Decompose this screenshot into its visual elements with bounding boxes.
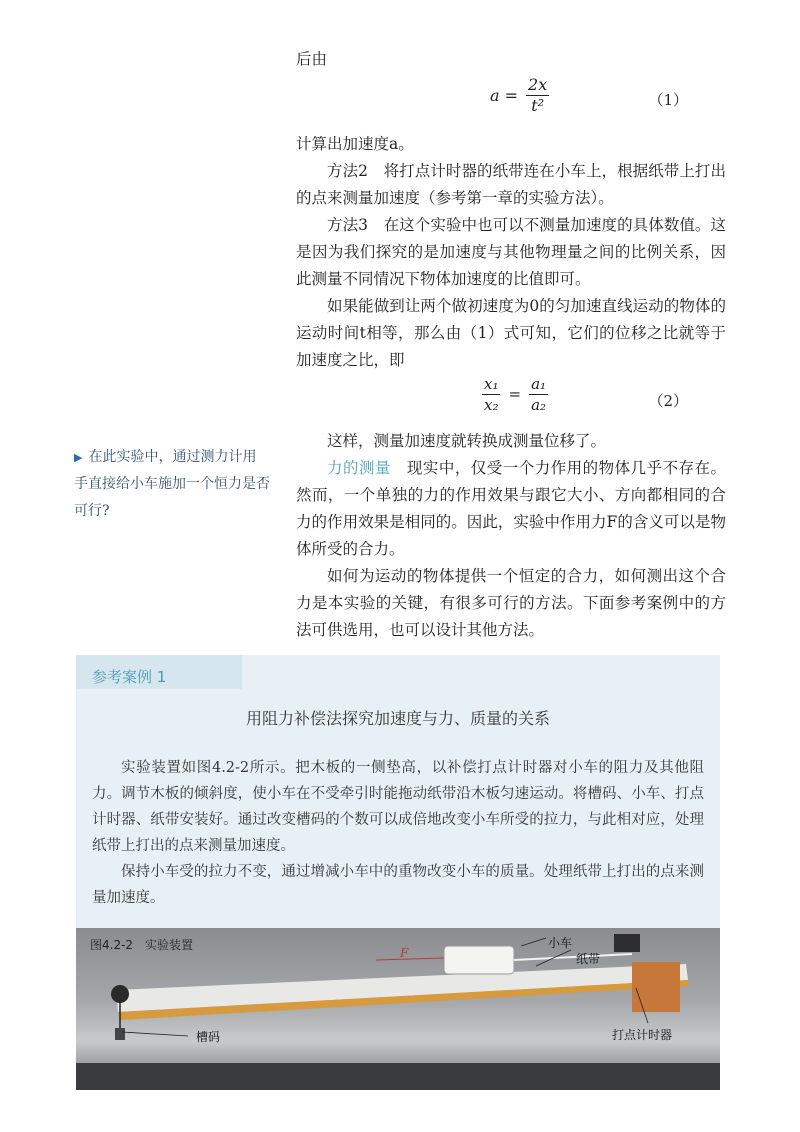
table-edge — [76, 1063, 720, 1090]
leader-weight — [122, 1032, 188, 1036]
force-term: 力的测量 — [327, 459, 391, 477]
eq2-equals: = — [508, 385, 522, 403]
equation-2 — [296, 374, 726, 428]
case-para-2: 保持小车受的拉力不变，通过增减小车中的重物改变小车的质量。处理纸带上打出的点来测量加速度。 — [92, 864, 704, 906]
case-title: 用阻力补偿法探究加速度与力、质量的关系 — [245, 709, 550, 728]
eq1-denominator: t² — [531, 96, 545, 115]
equation-1-body — [490, 75, 549, 116]
weight-shape — [115, 1028, 125, 1040]
text-how-para: 如何为运动的物体提供一个恒定的合力，如何测出这个合力是本实验的关键，有很多可行的方法。下面参考案例中的方法可供选用，也可以设计其他方法。 — [296, 567, 726, 639]
side-note-text: 在此实验中，通过测力计用手直接给小车施加一个恒力是否可行? — [74, 449, 270, 519]
eq2-a-denominator: a₂ — [531, 396, 547, 414]
case-body — [92, 755, 704, 911]
label-car: 小车 — [548, 936, 573, 950]
eq1-fraction — [526, 75, 549, 116]
text-method3: 方法3 在这个实验中也可以不测量加速度的具体数值。这是因为我们探究的是加速度与其他物理量之间的比例关系，因此测量不同情况下物体加速度的比值即可。 — [296, 216, 726, 288]
eq2-a-numerator: a₁ — [531, 375, 547, 393]
eq2-x-fraction — [482, 374, 500, 415]
eq1-lhs: a = — [490, 86, 519, 105]
eq2-x-denominator: x₂ — [484, 396, 499, 414]
cart-shape — [444, 946, 514, 974]
text-convert: 这样，测量加速度就转换成测量位移了。 — [327, 432, 607, 450]
figure-caption: 图4.2-2 实验装置 — [90, 938, 194, 952]
force-line — [376, 958, 444, 960]
eq2-number: （2） — [648, 392, 688, 410]
eq1-numerator: 2x — [528, 75, 548, 94]
eq2-a-fraction — [529, 374, 548, 415]
text-calc-a: 计算出加速度a。 — [296, 135, 414, 153]
side-note — [74, 444, 270, 525]
text-if-para: 如果能做到让两个做初速度为0的匀加速直线运动的物体的运动时间t相等，那么由（1）式可知，它们的位移之比就等于加速度之比，即 — [296, 297, 726, 369]
label-tape: 纸带 — [576, 952, 601, 966]
case-para-1: 实验装置如图4.2-2所示。把木板的一侧垫高，以补偿打点计时器对小车的阻力及其他阻力。调节木板的倾斜度，使小车在不受牵引时能拖动纸带沿木板匀速运动。将槽码、小车、打点计时器、纸带安装好。通过改变槽码的个数可以成倍地改变小车所受的拉力，与此相对应，处理纸带上打出的点来测量加速度。 — [92, 760, 704, 854]
equation-1 — [296, 73, 726, 131]
eq1-number: （1） — [648, 91, 688, 109]
text-force-para — [296, 455, 726, 563]
triangle-marker-icon: ▶ — [74, 451, 83, 464]
case-label: 参考案例 1 — [92, 668, 167, 686]
leader-car — [521, 938, 546, 946]
main-text-column — [296, 46, 726, 644]
label-timer: 打点计时器 — [612, 1028, 673, 1042]
text-method2: 方法2 将打点计时器的纸带连在小车上，根据纸带上打出的点来测量加速度（参考第一章的实验方法）。 — [296, 162, 726, 207]
label-weight: 槽码 — [196, 1030, 221, 1044]
equation-2-body — [482, 374, 548, 415]
eq2-x-numerator: x₁ — [484, 375, 499, 393]
label-force: F — [400, 946, 409, 960]
text-houyou: 后由 — [296, 50, 328, 68]
timer-device — [614, 934, 640, 952]
paper-tape — [514, 954, 632, 960]
force-para-body: 现实中，仅受一个力作用的物体几乎不存在。然而，一个单独的力的作用效果与跟它大小、方向都相同的合力的作用效果是相同的。因此，实验中作用力F的含义可以是物体所受的合力。 — [296, 459, 726, 558]
support-block — [632, 962, 680, 1012]
